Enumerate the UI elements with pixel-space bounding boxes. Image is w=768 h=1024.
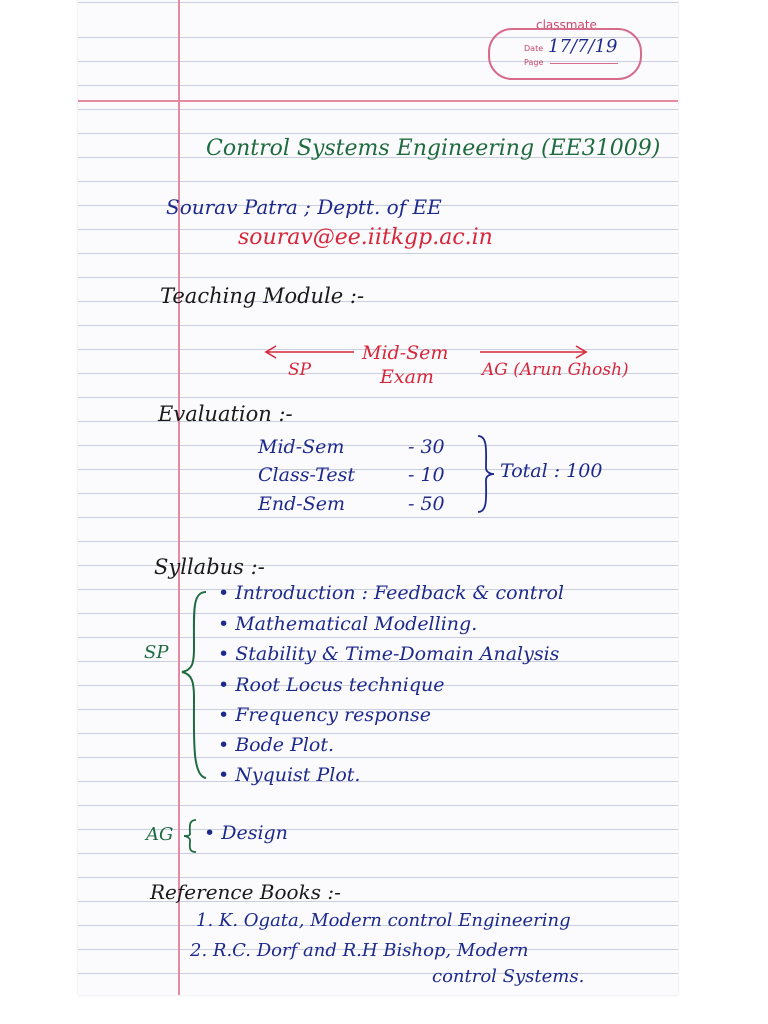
syllabus-item: • Frequency response — [218, 704, 431, 726]
syllabus-item: • Nyquist Plot. — [218, 764, 360, 786]
references-heading: Reference Books :- — [150, 880, 341, 904]
syllabus-item: • Bode Plot. — [218, 734, 334, 756]
evaluation-heading: Evaluation :- — [158, 402, 293, 426]
syllabus-item: • Mathematical Modelling. — [218, 613, 477, 635]
eval-item-name: Mid-Sem — [258, 436, 345, 458]
header-rule — [78, 100, 678, 102]
teaching-module-heading: Teaching Module :- — [160, 284, 365, 308]
instructor-name: Sourav Patra ; Deptt. of EE — [166, 195, 442, 219]
syllabus-item: • Introduction : Feedback & control — [218, 582, 564, 604]
page-title: Control Systems Engineering (EE31009) — [206, 136, 661, 161]
module-right-label: AG (Arun Ghosh) — [482, 360, 629, 380]
midsem-label-top: Mid-Sem — [362, 342, 449, 364]
evaluation-brace — [474, 432, 498, 516]
stamp-date-label: Date — [524, 44, 544, 53]
reference-item: control Systems. — [432, 966, 585, 987]
syllabus-item-ag: • Design — [204, 822, 288, 844]
stamp-date-value: 17/7/19 — [548, 36, 618, 57]
reference-item: 2. R.C. Dorf and R.H Bishop, Modern — [190, 940, 529, 961]
sp-label: SP — [144, 642, 169, 663]
ag-label: AG — [146, 824, 174, 845]
syllabus-item: • Root Locus technique — [218, 674, 445, 696]
sp-brace — [178, 588, 212, 782]
module-left-label: SP — [288, 360, 312, 380]
eval-item-marks: - 30 — [408, 436, 445, 458]
instructor-email: sourav@ee.iitkgp.ac.in — [238, 225, 493, 250]
syllabus-item: • Stability & Time-Domain Analysis — [218, 643, 559, 665]
stamp-brand: classmate — [536, 18, 597, 32]
eval-item-marks: - 50 — [408, 493, 445, 515]
stamp-page-label: Page — [524, 58, 544, 67]
reference-item: 1. K. Ogata, Modern control Engineering — [196, 910, 571, 931]
stamp-page-line — [550, 63, 618, 64]
eval-item-name: End-Sem — [258, 493, 345, 515]
eval-item-name: Class-Test — [258, 464, 356, 486]
ag-brace — [180, 816, 200, 856]
midsem-label-bottom: Exam — [380, 366, 434, 388]
evaluation-total: Total : 100 — [500, 460, 603, 482]
eval-item-marks: - 10 — [408, 464, 445, 486]
syllabus-heading: Syllabus :- — [154, 555, 265, 579]
